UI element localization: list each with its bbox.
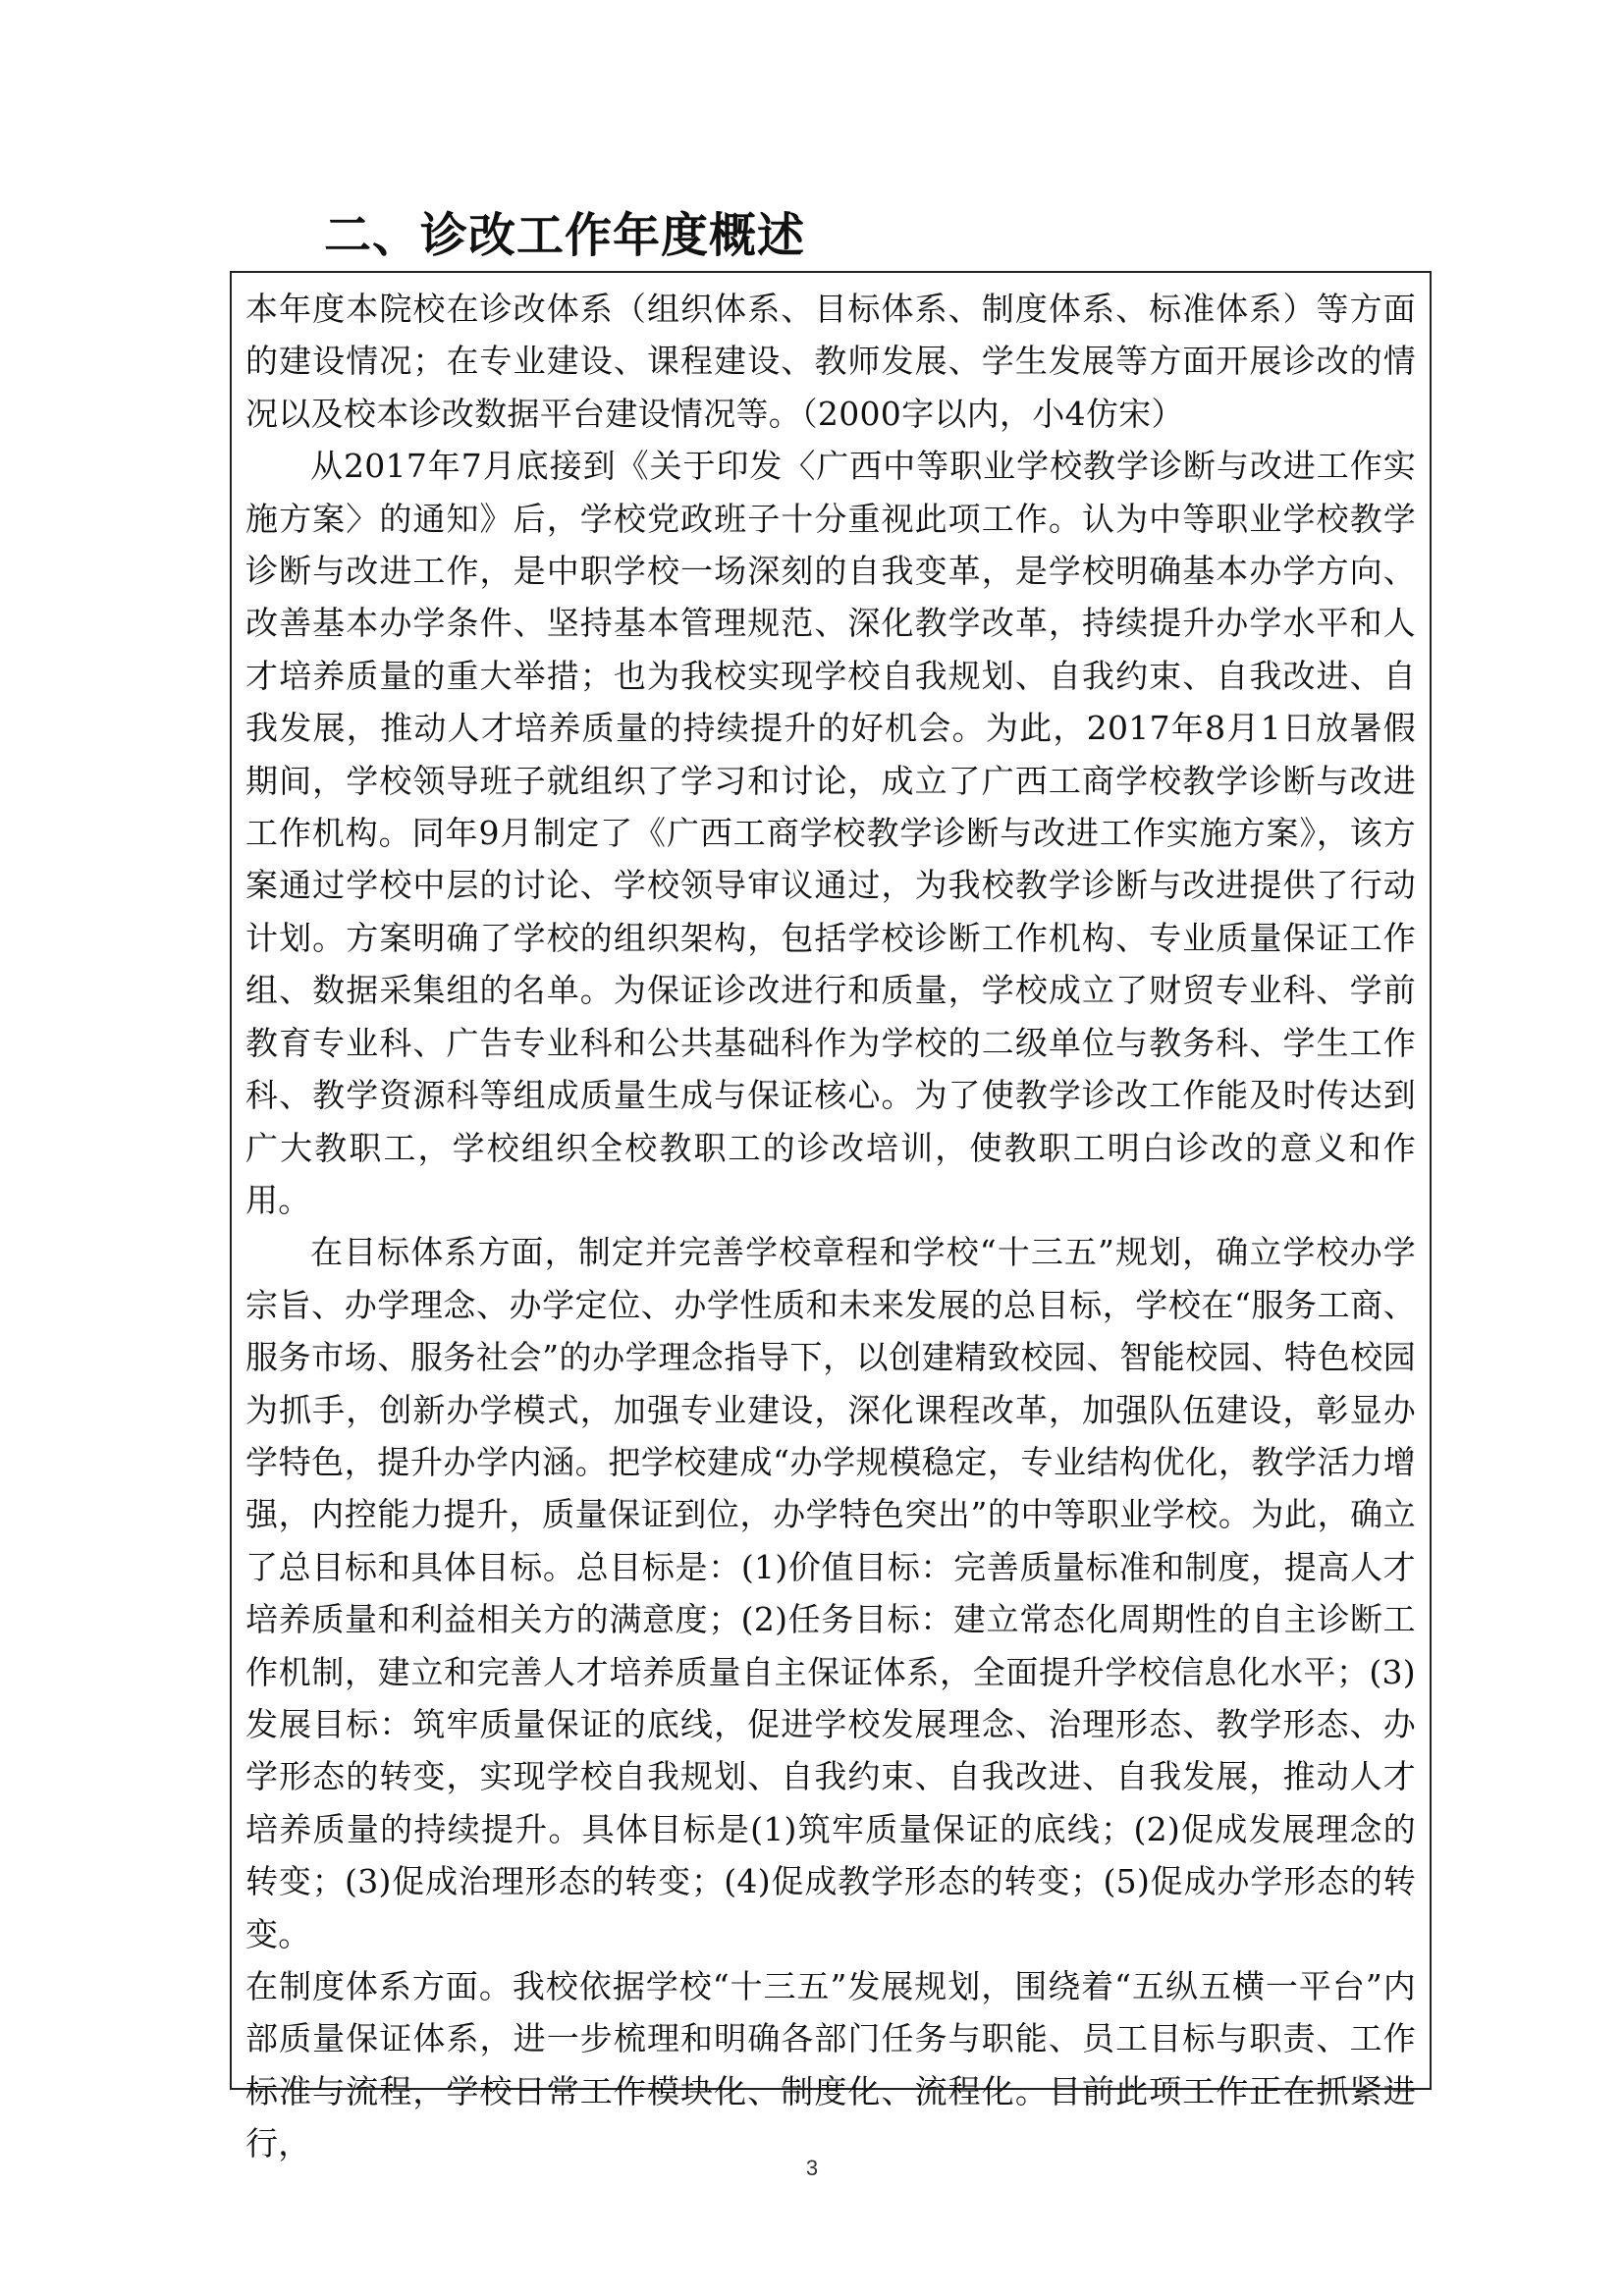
page-number: 3 <box>805 2156 819 2180</box>
paragraph-organization-system: 从2017年7月底接到《关于印发〈广西中等职业学校教学诊断与改进工作实施方案〉的通知》后，学校党政班子十分重视此项工作。认为中等职业学校教学诊断与改进工作，是中职学校一场深刻的自我变革，是学校明确基本办学方向、改善基本办学条件、坚持基本管理规范、深化教学改革，持续提升办学水平和人才培养质量的重大举措；也为我校实现学校自我规划、自我约束、自我改进、自我发展，推动人才培养质量的持续提升的好机会。为此，2017年8月1日放暑假期间，学校领导班子就组织了学习和讨论，成立了广西工商学校教学诊断与改进工作机构。同年9月制定了《广西工商学校教学诊断与改进工作实施方案》，该方案通过学校中层的讨论、学校领导审议通过，为我校教学诊断与改进提供了行动计划。方案明确了学校的组织架构，包括学校诊断工作机构、专业质量保证工作组、数据采集组的名单。为保证诊改进行和质量，学校成立了财贸专业科、学前教育专业科、广告专业科和公共基础科作为学校的二级单位与教务科、学生工作科、教学资源科等组成质量生成与保证核心。为了使教学诊改工作能及时传达到广大教职工，学校组织全校教职工的诊改培训，使教职工明白诊改的意义和作用。 <box>245 447 1416 1219</box>
paragraph-goal-system: 在目标体系方面，制定并完善学校章程和学校“十三五”规划，确立学校办学宗旨、办学理念、办学定位、办学性质和未来发展的总目标，学校在“服务工商、服务市场、服务社会”的办学理念指导下，以创建精致校园、智能校园、特色校园为抓手，创新办学模式，加强专业建设，深化课程改革，加强队伍建设，彰显办学特色，提升办学内涵。把学校建成“办学规模稳定，专业结构优化，教学活力增强，内控能力提升，质量保证到位，办学特色突出”的中等职业学校。为此，确立了总目标和具体目标。总目标是：(1)价值目标：完善质量标准和制度，提高人才培养质量和利益相关方的满意度；(2)任务目标：建立常态化周期性的自主诊断工作机制，建立和完善人才培养质量自主保证体系，全面提升学校信息化水平；(3)发展目标：筑牢质量保证的底线，促进学校发展理念、治理形态、教学形态、办学形态的转变，实现学校自我规划、自我约束、自我改进、自我发展，推动人才培养质量的持续提升。具体目标是(1)筑牢质量保证的底线；(2)促成发展理念的转变；(3)促成治理形态的转变；(4)促成教学形态的转变；(5)促成办学形态的转变。 <box>245 1233 1416 1953</box>
overview-content-box <box>230 271 1432 2163</box>
instruction-text: 本年度本院校在诊改体系（组织体系、目标体系、制度体系、标准体系）等方面的建设情况；在专业建设、课程建设、教师发展、学生发展等方面开展诊改的情况以及校本诊改数据平台建设情况等。（2000字以内，小4仿宋） <box>245 290 1416 433</box>
section-title: 二、诊改工作年度概述 <box>324 208 806 263</box>
paragraph-institution-system: 在制度体系方面。我校依据学校“十三五”发展规划，围绕着“五纵五横一平台”内部质量保证体系，进一步梳理和明确各部门任务与职能、员工目标与职责、工作标准与流程，学校日常工作模块化、制度化、流程化。目前此项工作正在抓紧进行， <box>245 1967 1416 2163</box>
